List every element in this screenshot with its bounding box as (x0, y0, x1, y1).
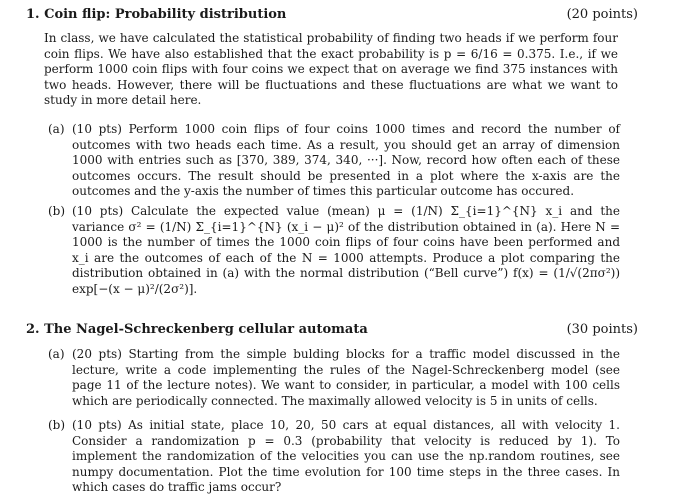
problem-1-intro: In class, we have calculated the statistical probability of finding two heads if we perform four coin flips. We have also established that the exact probability is p = 6/16 = 0.375. I.e., if we perform 1000 coin flips with four coins we expect that on average we find 375 instances with two heads. However, there will be fluctuations and these fluctuations are what we want to study in more detail here. (44, 31, 618, 108)
problem-1-part-a-label: (a) (48, 122, 65, 136)
problem-2-part-a-text: (20 pts) Starting from the simple bulding blocks for a traffic model discussed in the lecture, write a code implementing the rules of the Nagel-Schreckenberg model (see page 11 of the lecture notes). We want to consider, in particular, a model with 100 cells which are periodically connected. The maximally allowed velocity is 5 in units of cells. (72, 347, 620, 408)
problem-1-header (26, 7, 638, 22)
problem-1-part-a-text: (10 pts) Perform 1000 coin flips of four coins 1000 times and record the number of outcomes with two heads each time. As a result, you should get an array of dimension 1000 with entries such as [370, 389, 374, 340, ···]. Now, record how often each of these outcomes occurs. The result should be presented in a plot where the x-axis are the outcomes and the y-axis the number of times this particular outcome has occured. (72, 122, 620, 199)
problem-1-part-a (48, 122, 620, 200)
problem-2-part-a-label: (a) (48, 347, 65, 361)
problem-2-title: 2. The Nagel-Schreckenberg cellular automata (26, 322, 368, 337)
problem-2-part-b-text: (10 pts) As initial state, place 10, 20, 50 cars at equal distances, all with velocity 1. Consider a randomization p = 0.3 (probability that velocity is reduced by 1). To implement the randomization of the velocities you can use the np.random routines, see numpy documentation. Plot the time evolution for 100 time steps in the three cases. In which cases do traffic jams occur? (72, 418, 620, 495)
problem-2-part-b (48, 418, 620, 496)
problem-1-title: 1. Coin flip: Probability distribution (26, 7, 287, 22)
problem-1-part-b (48, 204, 620, 298)
problem-2-part-b-label: (b) (48, 418, 66, 432)
problem-2-points: (30 points) (566, 322, 638, 337)
problem-2-part-a (48, 347, 620, 409)
problem-2-header (26, 322, 638, 337)
problem-1-part-b-text: (10 pts) Calculate the expected value (mean) μ = (1/N) Σ_{i=1}^{N} x_i and the variance σ² = (1/N) Σ_{i=1}^{N} (x_i − μ)² of the distribution obtained in (a). Here N = 1000 is the number of times the 1000 coin flips of four coins have been performed and x_i are the outcomes of each of the N = 1000 attempts. Produce a plot comparing the distribution obtained in (a) with the normal distribution (“Bell curve”) f(x) = (1/√(2πσ²)) exp[−(x − μ)²/(2σ²)]. (72, 204, 620, 296)
problem-1-points: (20 points) (566, 7, 638, 22)
problem-1-part-b-label: (b) (48, 204, 66, 218)
